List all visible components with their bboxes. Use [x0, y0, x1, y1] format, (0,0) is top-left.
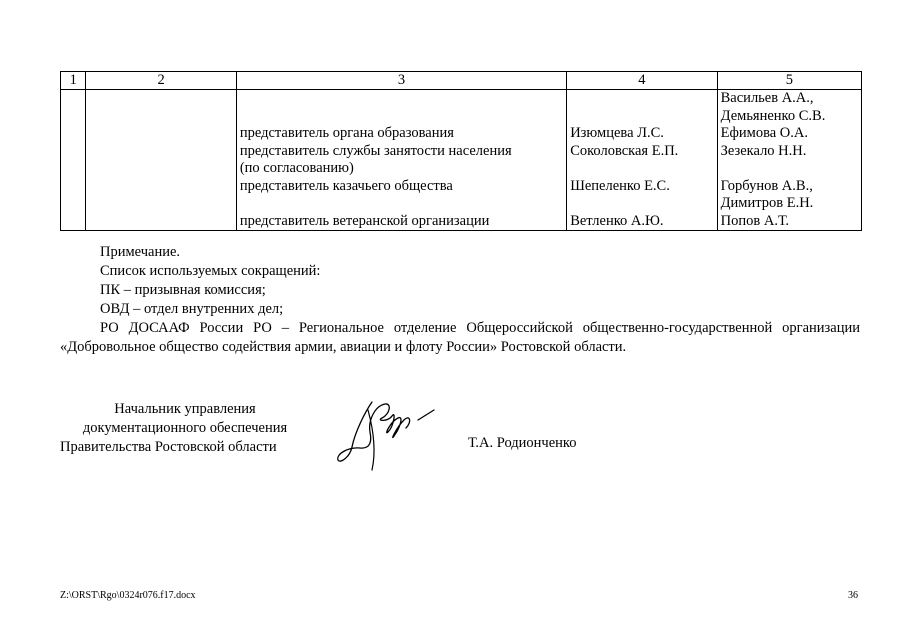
abbreviation-item: ОВД – отдел внутренних дел; — [100, 301, 284, 317]
member-line — [570, 195, 713, 213]
member-line — [570, 90, 713, 108]
member-line: Соколовская Е.П. — [570, 142, 679, 159]
reserve-line: Васильев А.А., — [720, 90, 814, 106]
file-path: Z:\ORST\Rgo\0324r076.f17.docx — [60, 590, 196, 601]
header-col-1: 1 — [61, 72, 86, 90]
role-line — [240, 108, 563, 126]
signer-title-line: документационного обеспечения — [82, 420, 288, 436]
member-line — [570, 160, 713, 178]
signer-name: Т.А. Родионченко — [468, 435, 577, 451]
role-line — [240, 90, 563, 108]
role-line: (по согласованию) — [239, 160, 354, 176]
reserve-line — [721, 160, 858, 178]
member-line: Изюмцева Л.С. — [570, 125, 664, 141]
table-header-row — [61, 72, 862, 90]
member-line: Ветленко А.Ю. — [570, 212, 664, 229]
role-line: представитель казачьего общества — [239, 177, 453, 194]
cell-col-1 — [61, 90, 86, 231]
abbreviation-item: ПК – призывная комиссия; — [100, 282, 266, 298]
note-intro: Список используемых сокращений: — [100, 263, 321, 279]
members-table — [60, 71, 862, 231]
role-line: представитель ветеранской организации — [239, 212, 490, 229]
header-col-3: 3 — [236, 72, 566, 90]
table-row — [61, 90, 862, 231]
header-col-5: 5 — [717, 72, 861, 90]
reserve-line: Димитров Е.Н. — [720, 195, 814, 211]
signer-title — [60, 400, 310, 457]
note-section — [60, 243, 860, 357]
member-line: Шепеленко Е.С. — [570, 177, 670, 194]
reserve-line: Зезекало Н.Н. — [720, 142, 807, 159]
page-number: 36 — [848, 590, 858, 601]
reserve-line: Попов А.Т. — [720, 212, 789, 229]
cell-col-3 — [236, 90, 566, 231]
reserve-line: Ефимова О.А. — [720, 125, 808, 141]
signer-title-line: Правительства Ростовской области — [60, 439, 277, 455]
cell-col-2 — [86, 90, 236, 231]
reserve-line: Горбунов А.В., — [720, 177, 813, 194]
handwritten-signature — [330, 392, 450, 477]
abbreviation-item: РО ДОСААФ России РО – Региональное отделение Общероссийской общественно-государственной организации «Добровольное общество содействия армии, авиации и флоту России» Ростовской области. — [60, 320, 860, 355]
role-line: представитель органа образования — [239, 125, 454, 141]
signer-title-line: Начальник управления — [114, 401, 256, 417]
header-col-2: 2 — [86, 72, 236, 90]
reserve-line: Демьяненко С.В. — [720, 107, 826, 124]
member-line — [570, 108, 713, 126]
cell-col-5 — [717, 90, 861, 231]
role-line: представитель службы занятости населения — [239, 142, 512, 159]
cell-col-4 — [567, 90, 717, 231]
header-col-4: 4 — [567, 72, 717, 90]
note-title: Примечание. — [100, 244, 181, 260]
role-line — [240, 195, 563, 213]
